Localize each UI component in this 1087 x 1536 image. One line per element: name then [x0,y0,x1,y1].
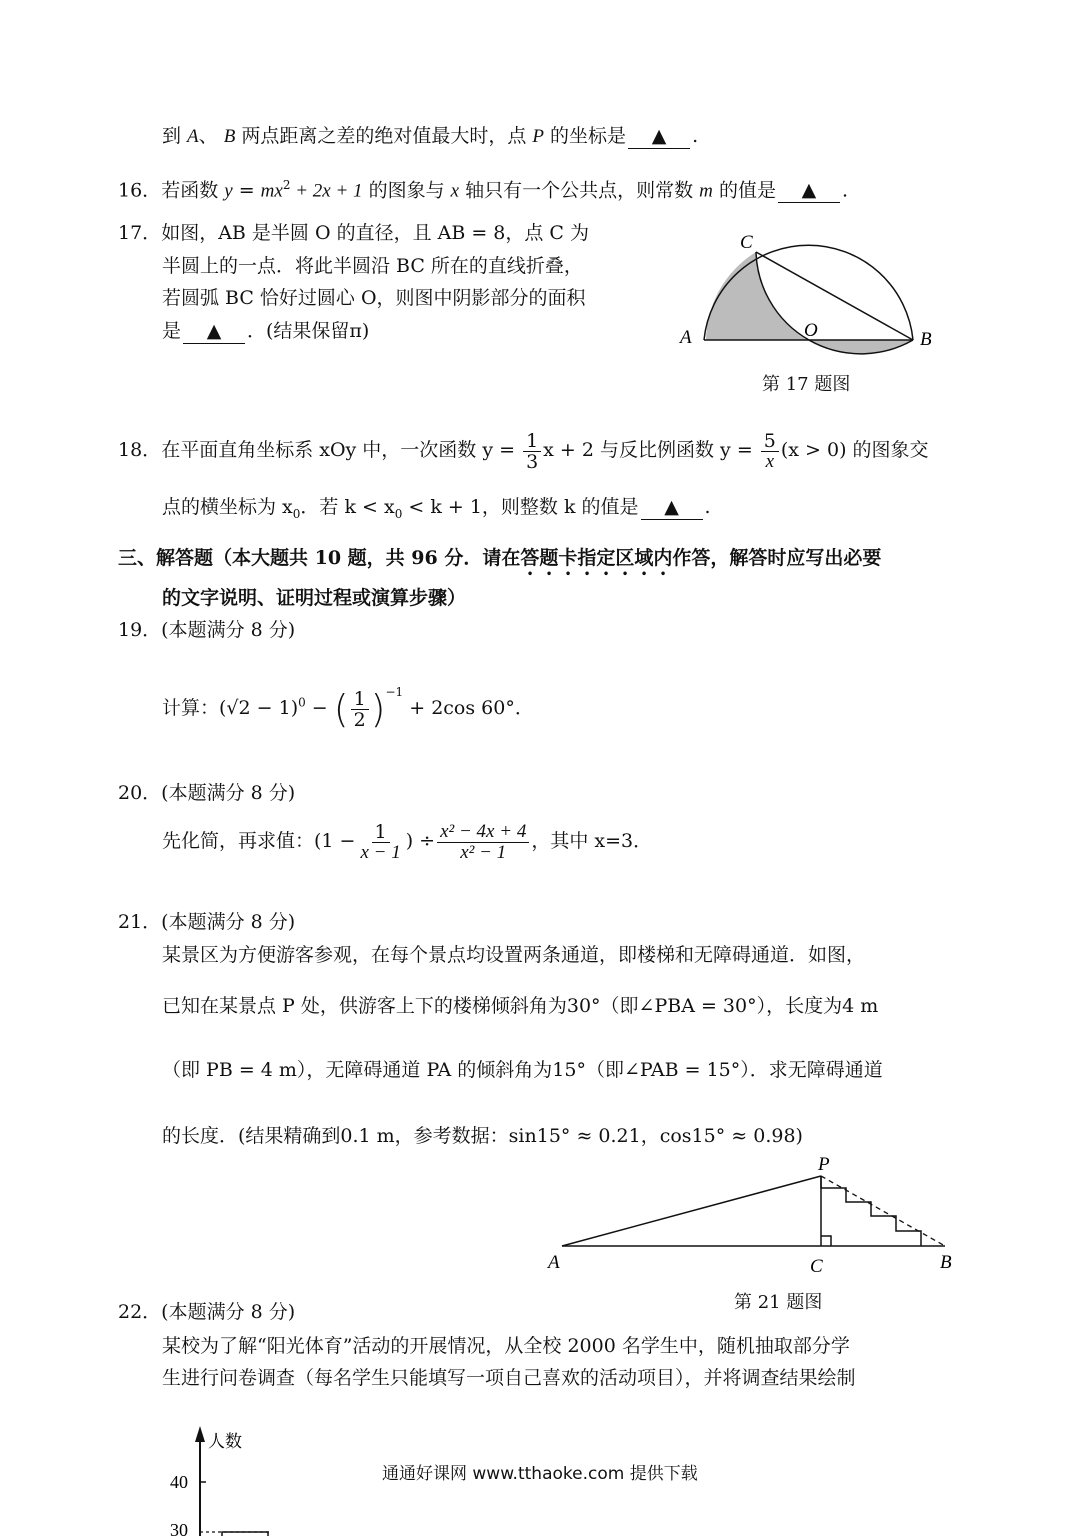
section-3-heading-2: 的文字说明、证明过程或演算步骤） [162,587,467,609]
q16-number: 16． [118,179,162,202]
q18-text: 在平面直角坐标系 xOy 中，一次函数 y = [161,439,516,461]
q18-text: < k + 1，则整数 k 的值是 [402,496,639,518]
label-c: C [810,1256,823,1277]
bar-chart-fragment [160,1420,300,1536]
q18-fraction-2 [761,431,779,472]
footer-watermark: 通通好课网 www.tthaoke.com 提供下载 [382,1464,698,1484]
label-o: O [804,320,818,341]
staircase [821,1176,921,1246]
q16-eq: + 2x + 1 [290,180,363,202]
fraction-numerator: x² − 4x + 4 [437,822,529,843]
q19-text: + 2cos 60°． [403,697,534,719]
exponent: 0 [298,695,306,710]
q22-line-2: 生进行问卷调查（每名学生只能填写一项自己喜欢的活动项目），并将调查结果绘制 [162,1367,856,1389]
q21-figure [540,1152,960,1282]
q20-heading: 20．(本题满分 8 分) [118,782,296,804]
q17-caption: 第 17 题图 [762,374,851,395]
q18-line-1 [118,428,929,472]
q17-number: 17． [118,222,162,244]
exponent: −1 [385,685,404,699]
q18-fraction-1 [523,431,541,472]
answer-blank: ▲ [183,319,245,344]
point-a: A [187,126,199,147]
q16-line [118,173,848,203]
q19-text: − [305,697,334,719]
q22-line-1: 某校为了解“阳光体育”活动的开展情况，从全校 2000 名学生中，随机抽取部分学 [162,1335,850,1357]
q19-text: 计算：(√2 − 1) [162,697,299,719]
q17-line-1 [118,221,589,245]
subscript: 0 [394,506,403,521]
q17-line-3: 若圆弧 BC 恰好过圆心 O，则图中阴影部分的面积 [162,287,586,309]
q16-exponent: 2 [282,178,291,192]
tick-label-30: 30 [170,1520,188,1536]
section-3-text: 三、解答题（本大题共 10 题，共 96 分．请在 [118,547,521,569]
q16-period: . [841,179,848,202]
q17-figure [670,222,950,362]
q20-text: ) ÷ [405,830,436,852]
q20-text: 先化简，再求值：(1 − [162,830,356,852]
q16-text: 若函数 [161,179,225,202]
q16-text: 的值是 [712,179,776,202]
fraction-denominator: x [765,450,775,472]
q16-eq: y [224,180,233,202]
q15-text: 到 [162,125,188,147]
q21-caption: 第 21 题图 [734,1292,823,1313]
section-3-emphasis: 答题卡指定区域内 [520,547,673,569]
q16-var: x [450,180,460,202]
subscript: 0 [292,506,301,521]
q16-eq: = [232,179,261,202]
tick-label-40: 40 [170,1472,188,1492]
q15-period: . [692,125,699,147]
q15-sep: 、 [198,125,224,147]
q17-text: ．(结果保留π) [247,320,370,342]
q16-text: 轴只有一个公共点，则常数 [459,179,700,202]
q17-line-2: 半圆上的一点．将此半圆沿 BC 所在的直线折叠， [162,255,583,277]
q19-expression: 计算：$(√2 - 1)^0$ − ( $\frac{1}{2}$ )$^{-1}$ + 2cos 60°． [162,685,534,731]
label-p: P [818,1154,830,1175]
q21-heading: 21．(本题满分 8 分) [118,911,296,933]
q20-text: ，其中 x=3． [531,830,653,852]
q20-fraction-1 [357,822,403,863]
label-a: A [548,1252,560,1273]
q18-text: (x > 0) 的图象交 [780,439,929,461]
answer-blank: ▲ [778,178,840,203]
ramp-pa [562,1176,821,1246]
label-b: B [920,329,932,350]
line-pb-dashed [821,1176,945,1246]
q17-text: 是 [162,320,182,342]
q18-text: ．若 k < x [300,496,395,518]
q21-line-1: 某景区为方便游客参观，在每个景点均设置两条通道，即楼梯和无障碍通道．如图， [162,944,866,966]
section-3-heading [118,546,881,580]
q18-period: . [704,496,711,518]
q15-end: 的坐标是 [544,125,627,147]
label-c: C [740,232,753,253]
q18-number: 18． [118,439,162,461]
answer-blank: ▲ [641,495,703,520]
q15-mid: 两点距离之差的绝对值最大时，点 [235,125,533,147]
q20-fraction-2 [437,822,529,863]
q16-eq: mx [260,180,283,202]
q21-line-4: 的长度．(结果精确到0.1 m，参考数据：sin15° ≈ 0.21，cos15° ≈ 0.98) [162,1125,803,1147]
point-p: P [532,126,545,147]
q17-text: 如图，AB 是半圆 O 的直径，且 AB = 8，点 C 为 [161,222,589,244]
q17-line-4 [162,319,369,344]
q20-expression [162,816,652,866]
fraction-denominator: 3 [526,450,539,473]
q22-heading: 22．(本题满分 8 分) [118,1301,296,1323]
label-a: A [680,327,692,348]
label-b: B [940,1252,952,1273]
q18-line-2 [162,495,711,526]
fraction-numerator: 5 [761,431,779,452]
q18-text: 点的横坐标为 x [162,496,293,518]
section-3-text: 作答，解答时应写出必要 [672,547,882,569]
q18-text: x + 2 与反比例函数 y = [543,439,753,461]
fraction-denominator: x² − 1 [460,841,507,863]
q15-line [162,124,698,149]
q19-fraction [351,689,369,730]
q19-heading: 19．(本题满分 8 分) [118,619,296,641]
y-axis-label: 人数 [208,1432,242,1451]
fraction-denominator: 2 [353,708,366,731]
right-angle-mark [821,1236,831,1246]
q21-line-3: （即 PB = 4 m），无障碍通道 PA 的倾斜角为15°（即∠PAB = 15°）．求无障碍通道 [162,1059,883,1081]
answer-blank: ▲ [628,124,690,149]
point-b: B [223,126,236,147]
fraction-numerator: 1 [372,822,390,843]
q16-text: 的图象与 [362,179,451,202]
fraction-denominator: x − 1 [360,841,401,863]
bar [222,1532,268,1536]
fraction-numerator: 1 [351,689,369,710]
fraction-numerator: 1 [523,431,541,452]
q21-line-2: 已知在某景点 P 处，供游客上下的楼梯倾斜角为30°（即∠PBA = 30°），长度为4 m [162,995,879,1017]
q16-var: m [699,180,713,202]
